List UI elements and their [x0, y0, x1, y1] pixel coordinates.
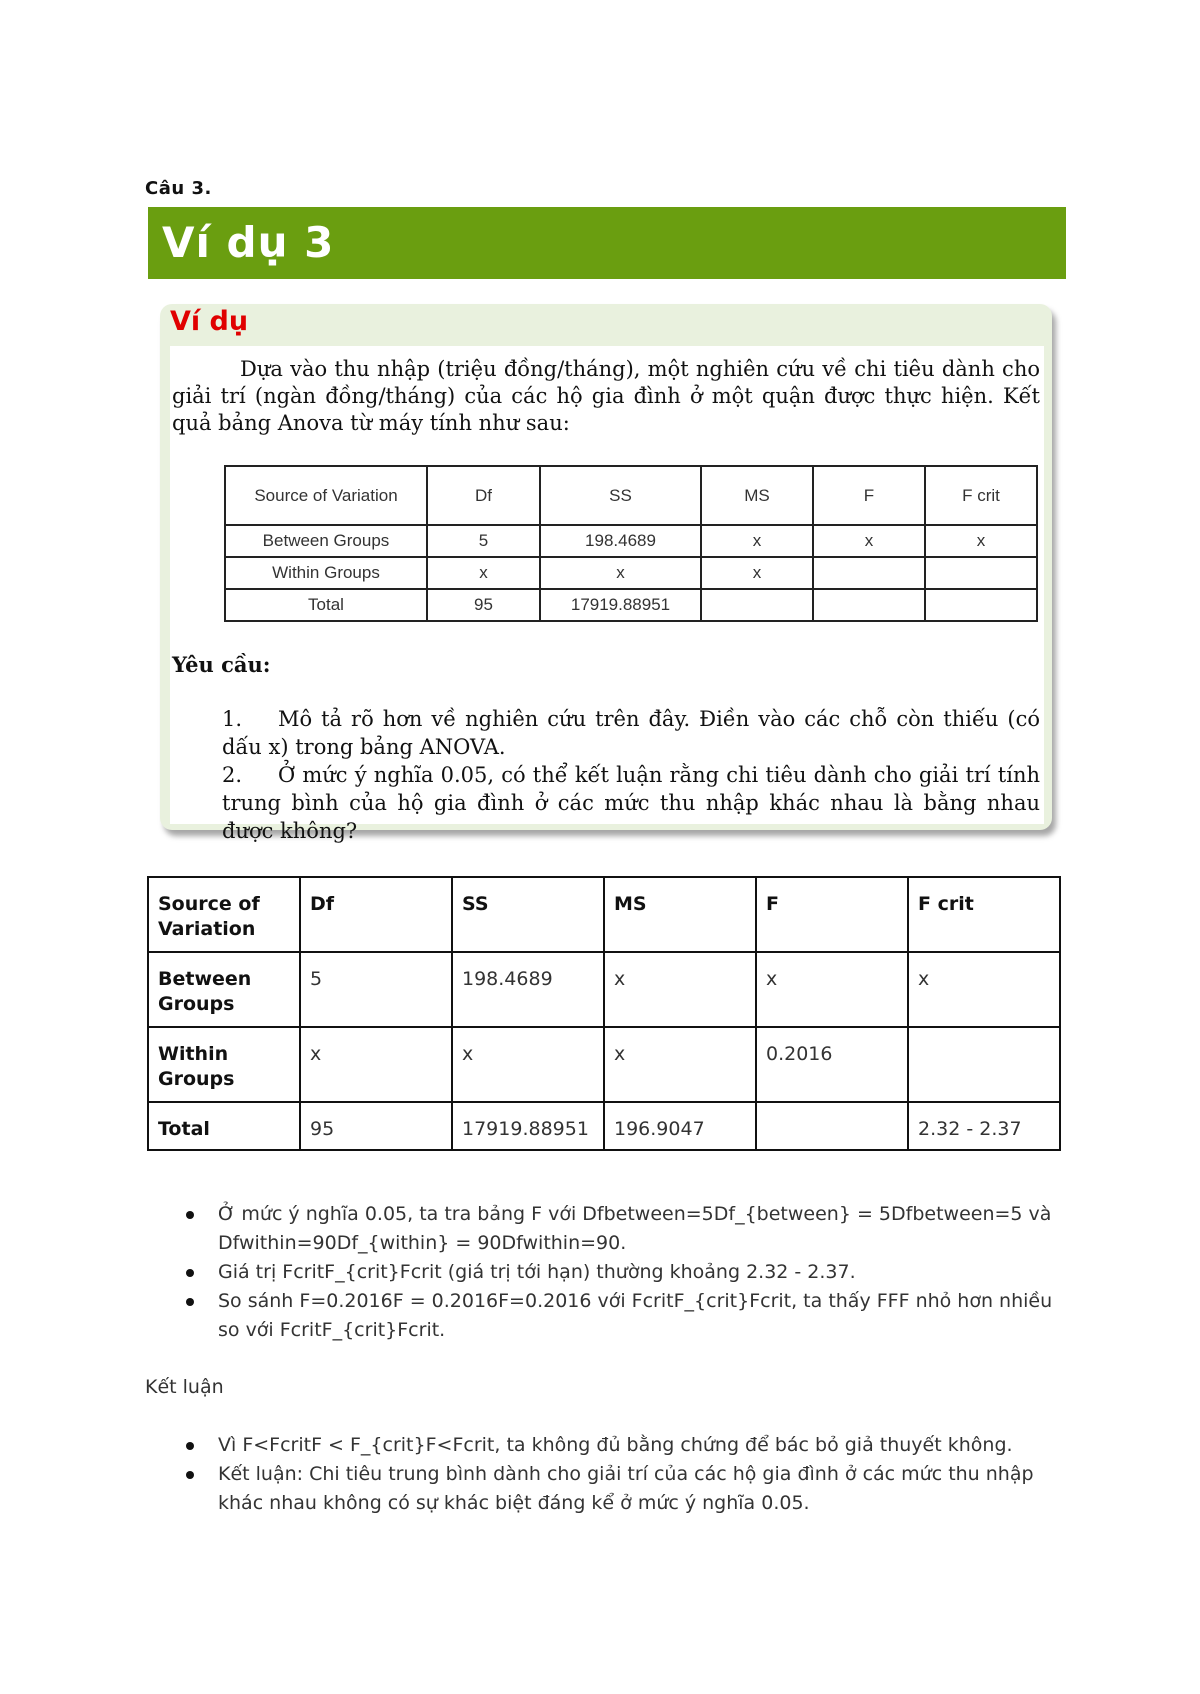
example-anova-table: [224, 465, 1038, 622]
list-item: [180, 1287, 1060, 1345]
requirements-title: Yêu cầu:: [172, 652, 271, 677]
table-cell: x: [701, 557, 813, 589]
table-cell: x: [813, 525, 925, 557]
table-cell: x: [427, 557, 540, 589]
bullet-icon: [186, 1269, 194, 1277]
table-row: [148, 952, 1060, 1027]
list-item-text: Giá trị FcritF_{crit}Fcrit (giá trị tới hạn) thường khoảng 2.32 - 2.37.: [218, 1261, 856, 1283]
table-cell: 196.9047: [604, 1102, 756, 1150]
list-item: [180, 1200, 1060, 1258]
table-row: [225, 557, 1037, 589]
table-cell: x: [604, 1027, 756, 1102]
table-cell: [813, 557, 925, 589]
list-item: [180, 1431, 1060, 1460]
table-cell: x: [908, 952, 1060, 1027]
requirement-number: 1.: [222, 707, 243, 731]
table-cell: 95: [300, 1102, 452, 1150]
list-item-text: Kết luận: Chi tiêu trung bình dành cho giải trí của các hộ gia đình ở các mức thu nhập khác nhau không có sự khác biệt đáng kể ở mức ý nghĩa 0.05.: [218, 1463, 1034, 1514]
table-row: [148, 1027, 1060, 1102]
list-item: [180, 1258, 1060, 1287]
table-cell: 198.4689: [540, 525, 701, 557]
header-cell: SS: [540, 466, 701, 525]
table-cell: [701, 589, 813, 621]
table-cell: [908, 1027, 1060, 1102]
requirement-item: [222, 761, 1040, 845]
table-cell: 2.32 - 2.37: [908, 1102, 1060, 1150]
row-label: Between Groups: [148, 952, 300, 1027]
table-cell: Between Groups: [225, 525, 427, 557]
table-header-row: [225, 466, 1037, 525]
example-paragraph: Dựa vào thu nhập (triệu đồng/tháng), một nghiên cứu về chi tiêu dành cho giải trí (ngàn đồng/tháng) của các hộ gia đình ở một quận được thực hiện. Kết quả bảng Anova từ máy tính như sau:: [172, 357, 1040, 435]
bullet-icon: [186, 1298, 194, 1306]
header-cell: F: [756, 877, 908, 952]
table-row: [225, 525, 1037, 557]
table-cell: 198.4689: [452, 952, 604, 1027]
table-cell: [925, 589, 1037, 621]
list-item-text: Ở mức ý nghĩa 0.05, ta tra bảng F với Dfbetween=5Df_{between} = 5Dfbetween=5 và Dfwithin=90Df_{within} = 90Dfwithin=90.: [218, 1203, 1052, 1254]
table-cell: [756, 1102, 908, 1150]
table-cell: Total: [225, 589, 427, 621]
table-header-row: [148, 877, 1060, 952]
bullet-icon: [186, 1471, 194, 1479]
banner-title: Ví dụ 3: [162, 218, 335, 267]
example-header: Ví dụ: [170, 306, 249, 337]
conclusion-heading: Kết luận: [145, 1376, 224, 1398]
requirement-text: Mô tả rõ hơn về nghiên cứu trên đây. Điền vào các chỗ còn thiếu (có dấu x) trong bảng ANOVA.: [222, 707, 1040, 759]
table-cell: 5: [427, 525, 540, 557]
table-row: [148, 1102, 1060, 1150]
table-row: [225, 589, 1037, 621]
table-cell: x: [756, 952, 908, 1027]
table-cell: x: [452, 1027, 604, 1102]
conclusion-bullet-list: [180, 1431, 1060, 1518]
header-cell: Source of Variation: [225, 466, 427, 525]
table-cell: 17919.88951: [540, 589, 701, 621]
table-cell: 95: [427, 589, 540, 621]
header-cell: F crit: [908, 877, 1060, 952]
table-cell: x: [300, 1027, 452, 1102]
requirement-item: [222, 705, 1040, 761]
table-cell: [813, 589, 925, 621]
requirement-number: 2.: [222, 763, 243, 787]
list-item-text: So sánh F=0.2016F = 0.2016F=0.2016 với FcritF_{crit}Fcrit, ta thấy FFF nhỏ hơn nhiều so với FcritF_{crit}Fcrit.: [218, 1290, 1053, 1341]
requirement-text: Ở mức ý nghĩa 0.05, có thể kết luận rằng chi tiêu dành cho giải trí tính trung bình của hộ gia đình ở các mức thu nhập khác nhau là bằng nhau được không?: [222, 763, 1040, 843]
header-cell: Source of Variation: [148, 877, 300, 952]
row-label: Total: [148, 1102, 300, 1150]
header-cell: MS: [701, 466, 813, 525]
header-cell: Df: [427, 466, 540, 525]
table-cell: 0.2016: [756, 1027, 908, 1102]
table-cell: [925, 557, 1037, 589]
table-cell: 17919.88951: [452, 1102, 604, 1150]
header-cell: MS: [604, 877, 756, 952]
table-cell: x: [701, 525, 813, 557]
header-cell: F crit: [925, 466, 1037, 525]
list-item: [180, 1460, 1060, 1518]
table-cell: x: [604, 952, 756, 1027]
table-cell: Within Groups: [225, 557, 427, 589]
header-cell: Df: [300, 877, 452, 952]
question-label: Câu 3.: [145, 178, 212, 199]
header-cell: F: [813, 466, 925, 525]
answer-anova-table: [147, 876, 1061, 1151]
bullet-icon: [186, 1211, 194, 1219]
header-cell: SS: [452, 877, 604, 952]
bullet-icon: [186, 1442, 194, 1450]
analysis-bullet-list: [180, 1200, 1060, 1345]
list-item-text: Vì F<FcritF < F_{crit}F<Fcrit, ta không đủ bằng chứng để bác bỏ giả thuyết không.: [218, 1434, 1013, 1456]
table-cell: x: [540, 557, 701, 589]
table-cell: x: [925, 525, 1037, 557]
table-cell: 5: [300, 952, 452, 1027]
row-label: Within Groups: [148, 1027, 300, 1102]
